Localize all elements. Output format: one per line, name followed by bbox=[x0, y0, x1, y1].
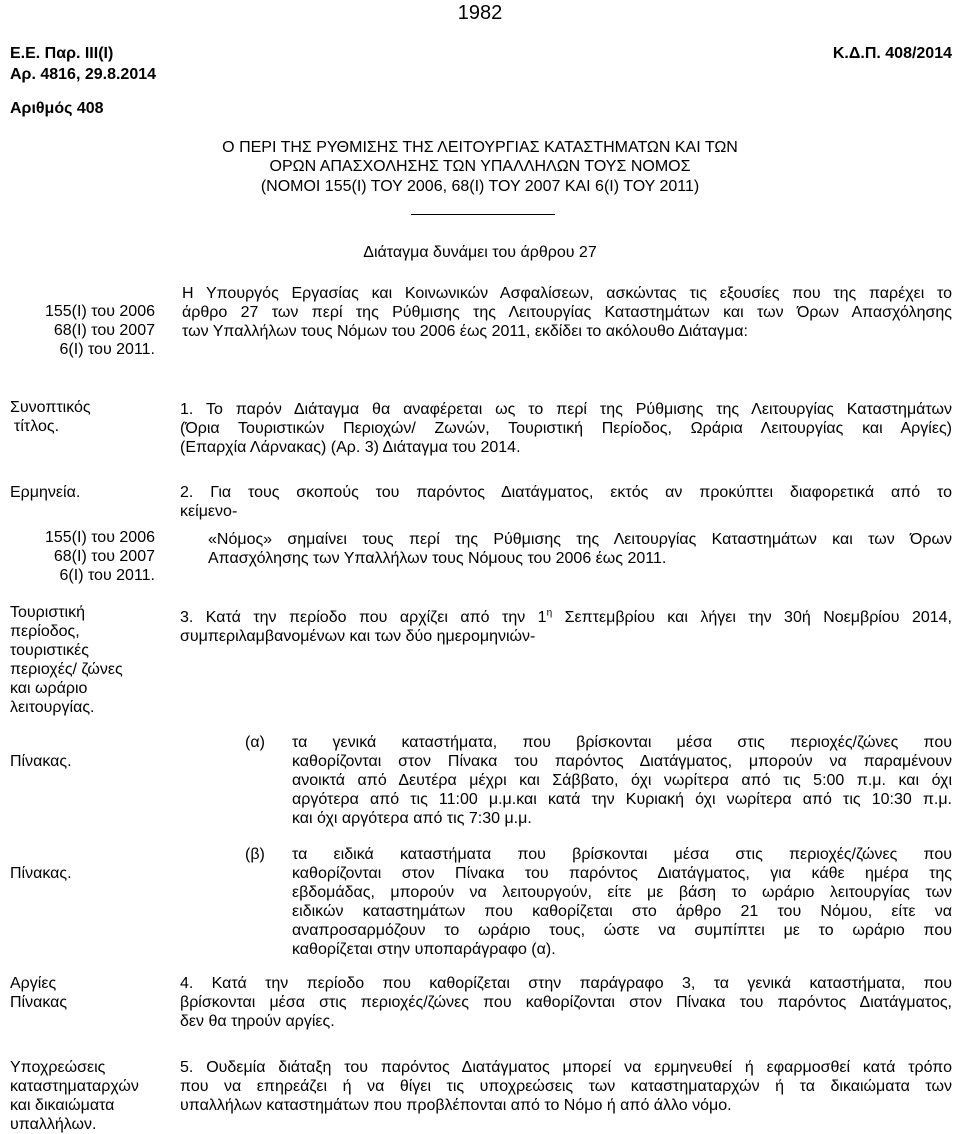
item-b-text: τα ειδικά καταστήματα που βρίσκονται μέσα στις περιοχές/ζώνες που καθορίζονται στον Πίνακα του παρόντος Διατάγματος, για κάθε ημέρα της εβδομάδας, μπορούν να λειτουργούν, είτε με βάση το ωράριο λειτουργίας των ειδικών καταστημάτων που καθορίζεται στο άρθρο 21 του Νόμου, είτε να αναπροσαρμόζουν το ωράριο τους, ώστε να συμπίπτει με το ωράριο που καθορίζεται στην υποπαράγραφο (α). bbox=[292, 846, 952, 958]
page-number: 1982 bbox=[457, 2, 503, 24]
item-a-text: τα γενικά καταστήματα, που βρίσκονται μέσα στις περιοχές/ζώνες που καθορίζονται στον Πίνακα του παρόντος Διατάγματος, μπορούν να παραμένουν ανοικτά από Δευτέρα μέχρι και Σάββατο, όχι νωρίτερα από τις 5:00 π.μ. και όχι αργότερα από τις 11:00 μ.μ.και κατά την Κυριακή όχι νωρίτερα από τις 10:30 π.μ. και όχι αργότερα από τις 7:30 μ.μ. bbox=[292, 734, 952, 827]
title-line-2: ΟΡΩΝ ΑΠΑΣΧΟΛΗΣΗΣ ΤΩΝ ΥΠΑΛΛΗΛΩΝ ΤΟΥΣ ΝΟΜΟΣ bbox=[269, 158, 691, 175]
gazette-reference: Ε.Ε. Παρ. ΙΙΙ(Ι) bbox=[10, 45, 114, 62]
item-a-label: (α) bbox=[245, 734, 265, 751]
gazette-issue: Αρ. 4816, 29.8.2014 bbox=[10, 66, 157, 83]
item-b-label: (β) bbox=[245, 846, 265, 863]
margin-table-2: Πίνακας. bbox=[10, 865, 72, 882]
paragraph-1: 1. Το παρόν Διάταγμα θα αναφέρεται ως το περί της Ρύθμισης της Λειτουργίας Καταστημάτων (Όρια Τουριστικών Περιοχών/ Ζωνών, Τουριστική Περίοδος, Ωράρια Λειτουργίας και Αργίες) (Επαρχία Λάρνακας) (Αρ. 3) Διάταγμα του 2014. bbox=[180, 401, 952, 456]
paragraph-5: 5. Ουδεμία διάταξη του παρόντος Διατάγματος μπορεί να ερμηνευθεί ή εφαρμοσθεί κατά τρόπο που να επηρεάζει ή να θίγει τις υποχρεώσεις των καταστηματαρχών ή τα δικαιώματα των υπαλλήλων καταστημάτων που προβλέπονται από το Νόμο ή από άλλο νόμο. bbox=[180, 1059, 952, 1114]
title-line-3: (ΝΟΜΟΙ 155(Ι) ΤΟΥ 2006, 68(Ι) ΤΟΥ 2007 ΚΑΙ 6(Ι) ΤΟΥ 2011) bbox=[260, 178, 700, 195]
regulation-code: Κ.Δ.Π. 408/2014 bbox=[832, 45, 952, 62]
margin-laws-1: 155(Ι) του 2006 68(Ι) του 2007 6(Ι) του 2011. bbox=[44, 303, 155, 358]
preamble: Η Υπουργός Εργασίας και Κοινωνικών Ασφαλίσεων, ασκώντας τις εξουσίες που της παρέχει το άρθρο 27 των περί της Ρύθμισης της Λειτουργίας Καταστημάτων και των Όρων Απασχόλησης των Υπαλλήλων τους Νόμων του 2006 έως 2011, εκδίδει το ακόλουθο Διάταγμα: bbox=[182, 285, 952, 340]
margin-short-title: Συνοπτικός τίτλος. bbox=[10, 399, 91, 435]
margin-table-1: Πίνακας. bbox=[10, 753, 72, 770]
margin-tourist-period: Τουριστική περίοδος, τουριστικές περιοχές/ ζώνες και ωράριο λειτουργίας. bbox=[10, 604, 123, 716]
regulation-number: Αριθμός 408 bbox=[10, 100, 104, 117]
paragraph-4: 4. Κατά την περίοδο που καθορίζεται στην παράγραφο 3, τα γενικά καταστήματα, που βρίσκονται μέσα στις περιοχές/ζώνες που καθορίζονται στον Πίνακα του παρόντος Διατάγματος, δεν θα τηρούν αργίες. bbox=[180, 975, 952, 1030]
title-line-1: Ο ΠΕΡΙ ΤΗΣ ΡΥΘΜΙΣΗΣ ΤΗΣ ΛΕΙΤΟΥΡΓΙΑΣ ΚΑΤΑΣΤΗΜΑΤΩΝ ΚΑΙ ΤΩΝ bbox=[222, 139, 738, 156]
order-subtitle: Διάταγμα δυνάμει του άρθρου 27 bbox=[363, 244, 597, 261]
margin-interpretation: Ερμηνεία. bbox=[10, 484, 81, 501]
paragraph-2: 2. Για τους σκοπούς του παρόντος Διατάγματος, εκτός αν προκύπτει διαφορετικά από το κείμενο- bbox=[180, 484, 952, 520]
title-divider bbox=[411, 214, 555, 215]
margin-laws-2: 155(Ι) του 2006 68(Ι) του 2007 6(Ι) του 2011. bbox=[44, 529, 155, 584]
paragraph-3: 3. Κατά την περίοδο που αρχίζει από την $1^\eta$ Σεπτεμβρίου και λήγει την 30ή Νοεμβρίου 2014, συμπεριλαμβανομένων και των δύο ημερομηνιών- bbox=[180, 607, 952, 645]
definition-law: «Νόμος» σημαίνει τους περί της Ρύθμισης της Λειτουργίας Καταστημάτων και των Όρων Απασχόλησης των Υπαλλήλων τους Νόμους του 2006 έως 2011. bbox=[208, 531, 952, 567]
margin-holidays: Αργίες Πίνακας bbox=[10, 975, 68, 1011]
margin-obligations: Υποχρεώσεις καταστηματαρχών και δικαιώματα υπαλλήλων. bbox=[10, 1059, 139, 1133]
